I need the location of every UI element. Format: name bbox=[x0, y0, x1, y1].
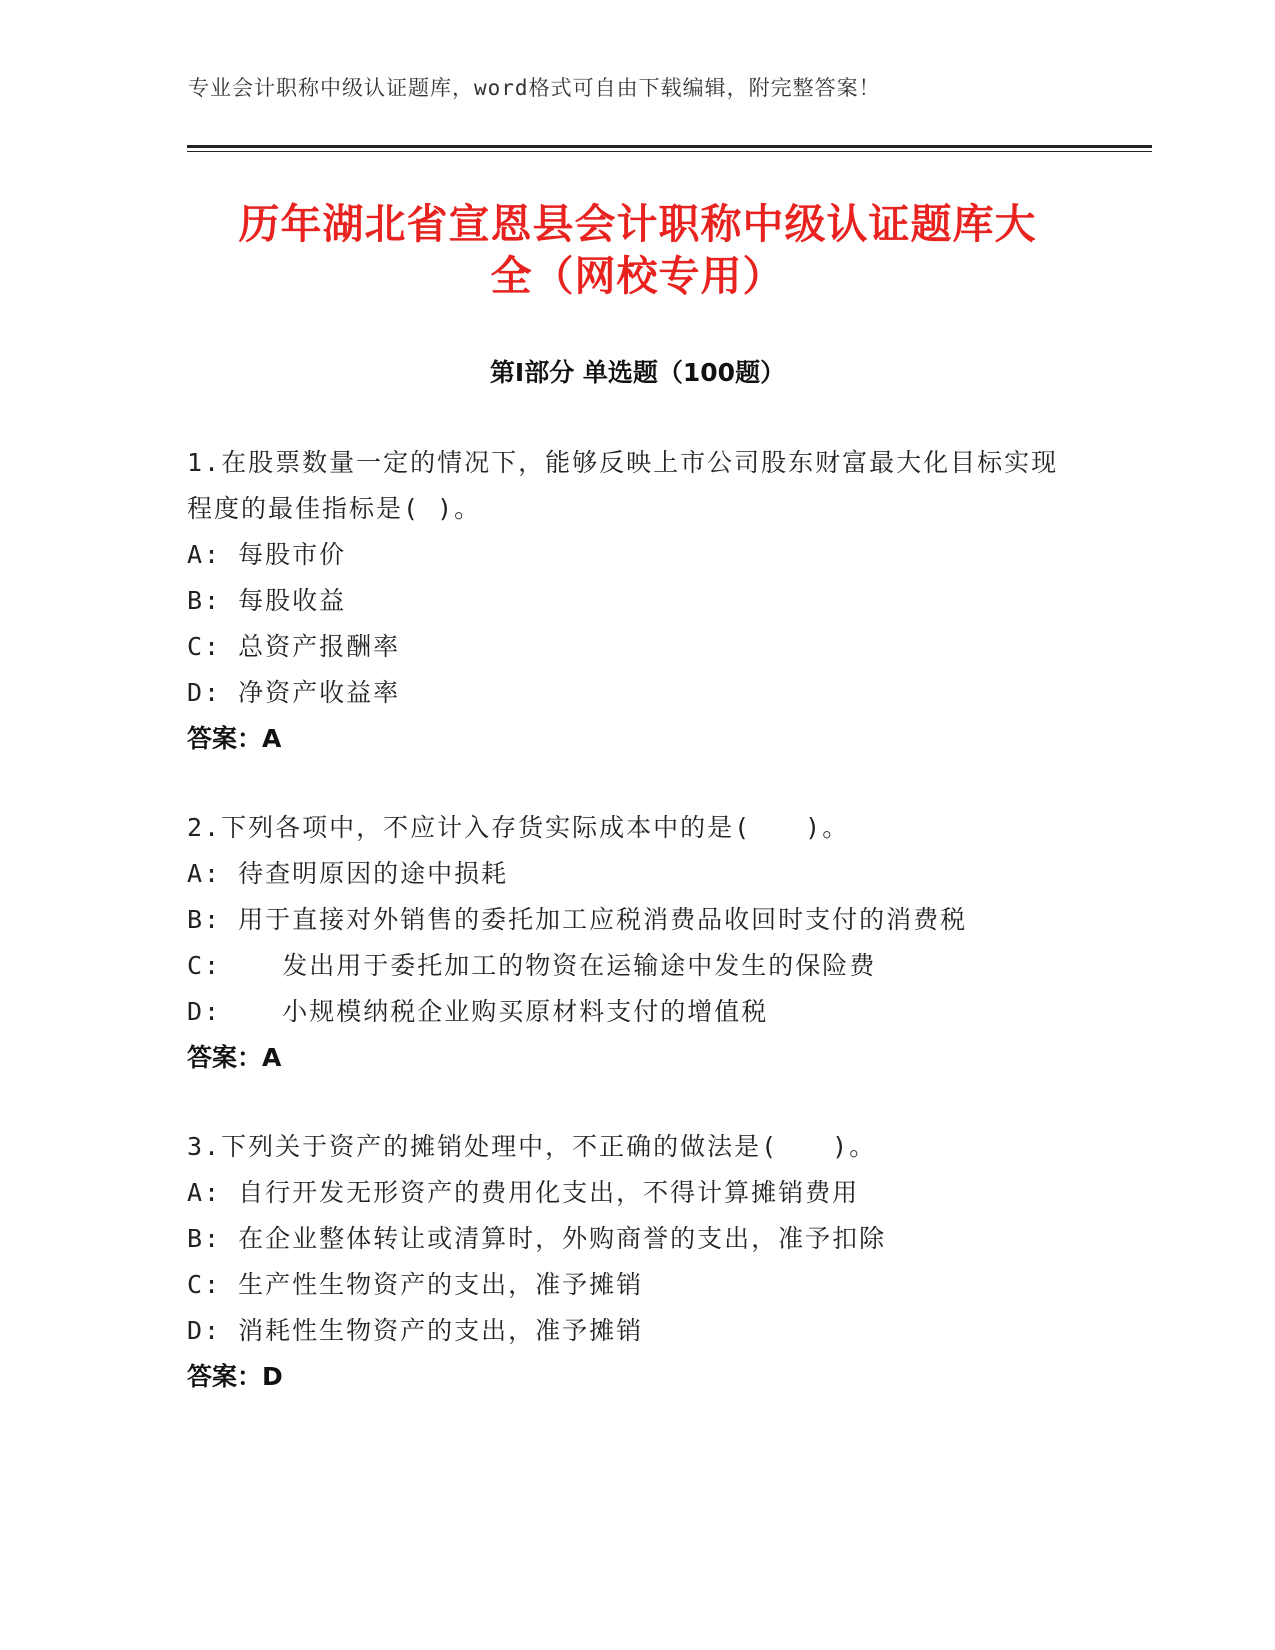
header-divider-thick bbox=[187, 145, 1152, 148]
question-list bbox=[187, 440, 1067, 1443]
document-title-line-1: 历年湖北省宣恩县会计职称中级认证题库大 bbox=[238, 200, 1037, 248]
answer: 答案：D bbox=[187, 1362, 283, 1391]
section-title: 第Ⅰ部分 单选题（100题） bbox=[489, 358, 786, 387]
answer: 答案：A bbox=[187, 1043, 282, 1072]
option-c: C: 生产性生物资产的支出，准予摊销 bbox=[187, 1270, 644, 1299]
option-b: B: 在企业整体转让或清算时，外购商誉的支出，准予扣除 bbox=[187, 1224, 887, 1253]
option-a: A: 自行开发无形资产的费用化支出，不得计算摊销费用 bbox=[187, 1178, 860, 1207]
question-3 bbox=[187, 1124, 1067, 1400]
question-stem: 2.下列各项中，不应计入存货实际成本中的是( )。 bbox=[187, 813, 850, 842]
header-divider-thin bbox=[187, 151, 1152, 152]
header-note: 专业会计职称中级认证题库，word格式可自由下载编辑，附完整答案！ bbox=[188, 76, 881, 100]
option-b: B: 每股收益 bbox=[187, 586, 347, 615]
answer: 答案：A bbox=[187, 724, 282, 753]
question-1 bbox=[187, 440, 1067, 762]
document-title bbox=[150, 198, 1125, 302]
option-a: A: 每股市价 bbox=[187, 540, 347, 569]
option-d: D: 净资产收益率 bbox=[187, 678, 401, 707]
option-c: C: 发出用于委托加工的物资在运输途中发生的保险费 bbox=[187, 951, 877, 980]
option-d: D: 小规模纳税企业购买原材料支付的增值税 bbox=[187, 997, 769, 1026]
option-b: B: 用于直接对外销售的委托加工应税消费品收回时支付的消费税 bbox=[187, 905, 968, 934]
question-stem: 1.在股票数量一定的情况下，能够反映上市公司股东财富最大化目标实现程度的最佳指标是( )。 bbox=[187, 448, 1059, 523]
option-c: C: 总资产报酬率 bbox=[187, 632, 401, 661]
document-title-line-2: 全（网校专用） bbox=[490, 252, 785, 300]
question-2 bbox=[187, 805, 1067, 1081]
option-d: D: 消耗性生物资产的支出，准予摊销 bbox=[187, 1316, 644, 1345]
option-a: A: 待查明原因的途中损耗 bbox=[187, 859, 509, 888]
question-stem: 3.下列关于资产的摊销处理中，不正确的做法是( )。 bbox=[187, 1132, 877, 1161]
